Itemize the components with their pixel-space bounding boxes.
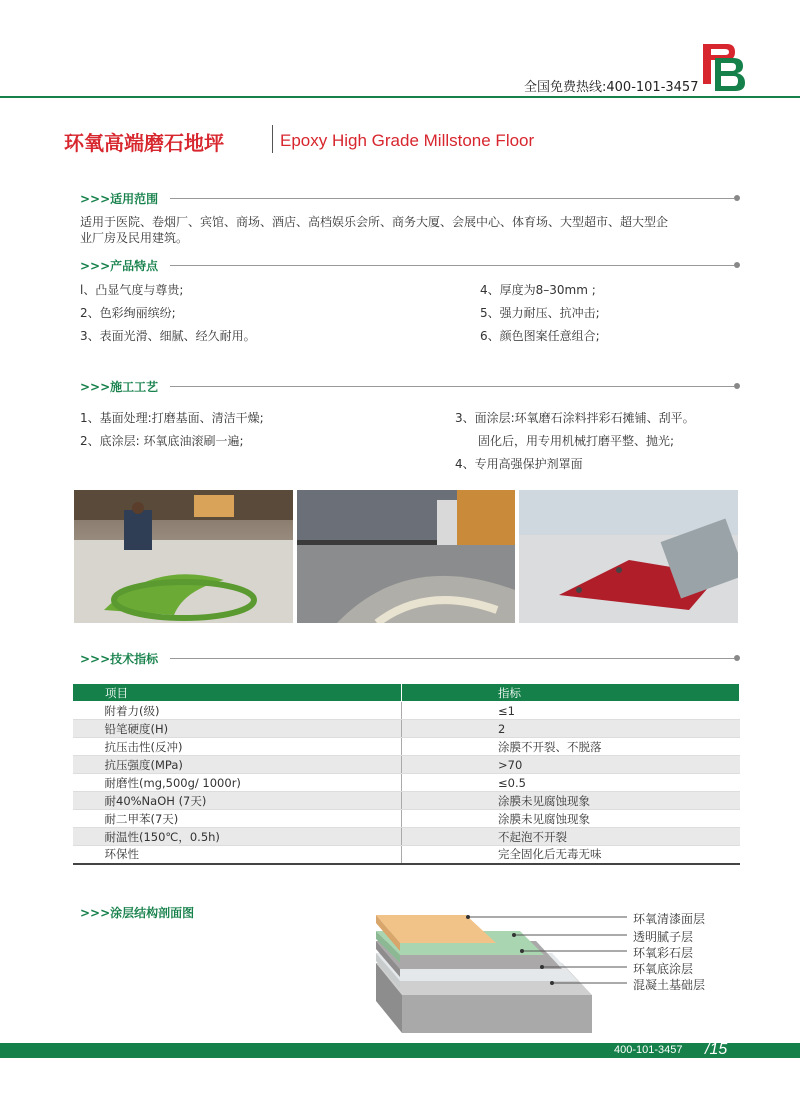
section-rule: [170, 198, 734, 199]
layer-label: 环氧彩石层: [633, 946, 694, 960]
spec-item: 耐磨性(mg,500g/ 1000r): [73, 774, 402, 792]
spec-value: 完全固化后无毒无味: [402, 846, 740, 864]
section-dot: [734, 655, 740, 661]
spec-value: >70: [402, 756, 740, 774]
spec-table: [72, 683, 740, 865]
section-dot: [734, 195, 740, 201]
spec-value: 涂膜未见腐蚀现象: [402, 792, 740, 810]
section-dot: [734, 383, 740, 389]
process-step: 4、专用高强保护剂罩面: [455, 457, 583, 471]
spec-item: 耐二甲苯(7天): [73, 810, 402, 828]
page-number: /15: [705, 1041, 728, 1058]
hotline-text: 全国免费热线:400-101-3457: [524, 80, 699, 95]
feature-item: 3、表面光滑、细腻、经久耐用。: [80, 329, 256, 343]
terrazzo-floor-photo-2: [297, 490, 515, 623]
spec-item: 耐温性(150℃，0.5h): [73, 828, 402, 846]
section-label: >>>技术指标: [80, 650, 164, 667]
spec-value: ≤0.5: [402, 774, 740, 792]
table-row: [73, 846, 740, 864]
title-divider: [272, 125, 273, 153]
pb-logo-icon: [703, 44, 747, 92]
process-step: 3、面涂层:环氧磨石涂料拌彩石摊铺、刮平。: [455, 411, 695, 425]
spec-item: 附着力(级): [73, 702, 402, 720]
page-title: 环氧高端磨石地坪: [64, 131, 224, 155]
layer-label: 环氧底涂层: [633, 962, 694, 976]
section-label: >>>施工工艺: [80, 378, 164, 395]
spec-item: 抗压强度(MPa): [73, 756, 402, 774]
section-features-heading: [80, 257, 740, 273]
table-row: [73, 810, 740, 828]
table-row: [73, 702, 740, 720]
spec-value: 涂膜未见腐蚀现象: [402, 810, 740, 828]
spec-column-header: 项目: [73, 684, 402, 702]
feature-item: 5、强力耐压、抗冲击;: [480, 306, 600, 320]
spec-column-header: 指标: [402, 684, 740, 702]
spec-value: 不起泡不开裂: [402, 828, 740, 846]
spec-value: 涂膜不开裂、不脱落: [402, 738, 740, 756]
layer-label: 透明腻子层: [633, 930, 694, 944]
section-structure-heading: >>>涂层结构剖面图: [80, 906, 195, 920]
section-rule: [170, 658, 734, 659]
table-row: [73, 720, 740, 738]
process-step: 固化后，用专用机械打磨平整、抛光;: [478, 434, 675, 448]
spec-value: 2: [402, 720, 740, 738]
table-row: [73, 756, 740, 774]
section-label: >>>产品特点: [80, 257, 164, 274]
layer-label: 混凝土基础层: [633, 978, 706, 992]
terrazzo-floor-photo-1: [74, 490, 293, 623]
feature-item: 6、颜色图案任意组合;: [480, 329, 600, 343]
feature-item: 4、厚度为8–30mm ;: [480, 283, 596, 297]
spec-item: 抗压击性(反冲): [73, 738, 402, 756]
feature-item: 2、色彩绚丽缤纷;: [80, 306, 176, 320]
table-row: [73, 792, 740, 810]
section-scope-heading: [80, 190, 740, 206]
spec-item: 环保性: [73, 846, 402, 864]
table-row: [73, 738, 740, 756]
page-title-english: Epoxy High Grade Millstone Floor: [280, 131, 535, 150]
spec-value: ≤1: [402, 702, 740, 720]
process-step: 2、底涂层: 环氧底油滚刷一遍;: [80, 434, 244, 448]
table-row: [73, 774, 740, 792]
scope-text-line-2: 业厂房及民用建筑。: [80, 231, 189, 245]
terrazzo-floor-photo-3: [519, 490, 738, 623]
scope-text-line-1: 适用于医院、卷烟厂、宾馆、商场、酒店、高档娱乐会所、商务大厦、会展中心、体育场、大型超市、超大型企: [80, 215, 669, 229]
section-rule: [170, 386, 734, 387]
footer-phone: 400-101-3457: [614, 1044, 683, 1056]
feature-item: l、凸显气度与尊贵;: [80, 283, 184, 297]
spec-table-header: [73, 684, 740, 702]
section-specs-heading: [80, 650, 740, 666]
section-label: >>>适用范围: [80, 190, 164, 207]
section-rule: [170, 265, 734, 266]
spec-item: 铅笔硬度(H): [73, 720, 402, 738]
section-dot: [734, 262, 740, 268]
layer-label: 环氧清漆面层: [633, 912, 706, 926]
section-process-heading: [80, 378, 740, 394]
header-rule: [0, 96, 800, 98]
table-row: [73, 828, 740, 846]
process-step: 1、基面处理:打磨基面、清洁干燥;: [80, 411, 264, 425]
spec-item: 耐40%NaOH (7天): [73, 792, 402, 810]
